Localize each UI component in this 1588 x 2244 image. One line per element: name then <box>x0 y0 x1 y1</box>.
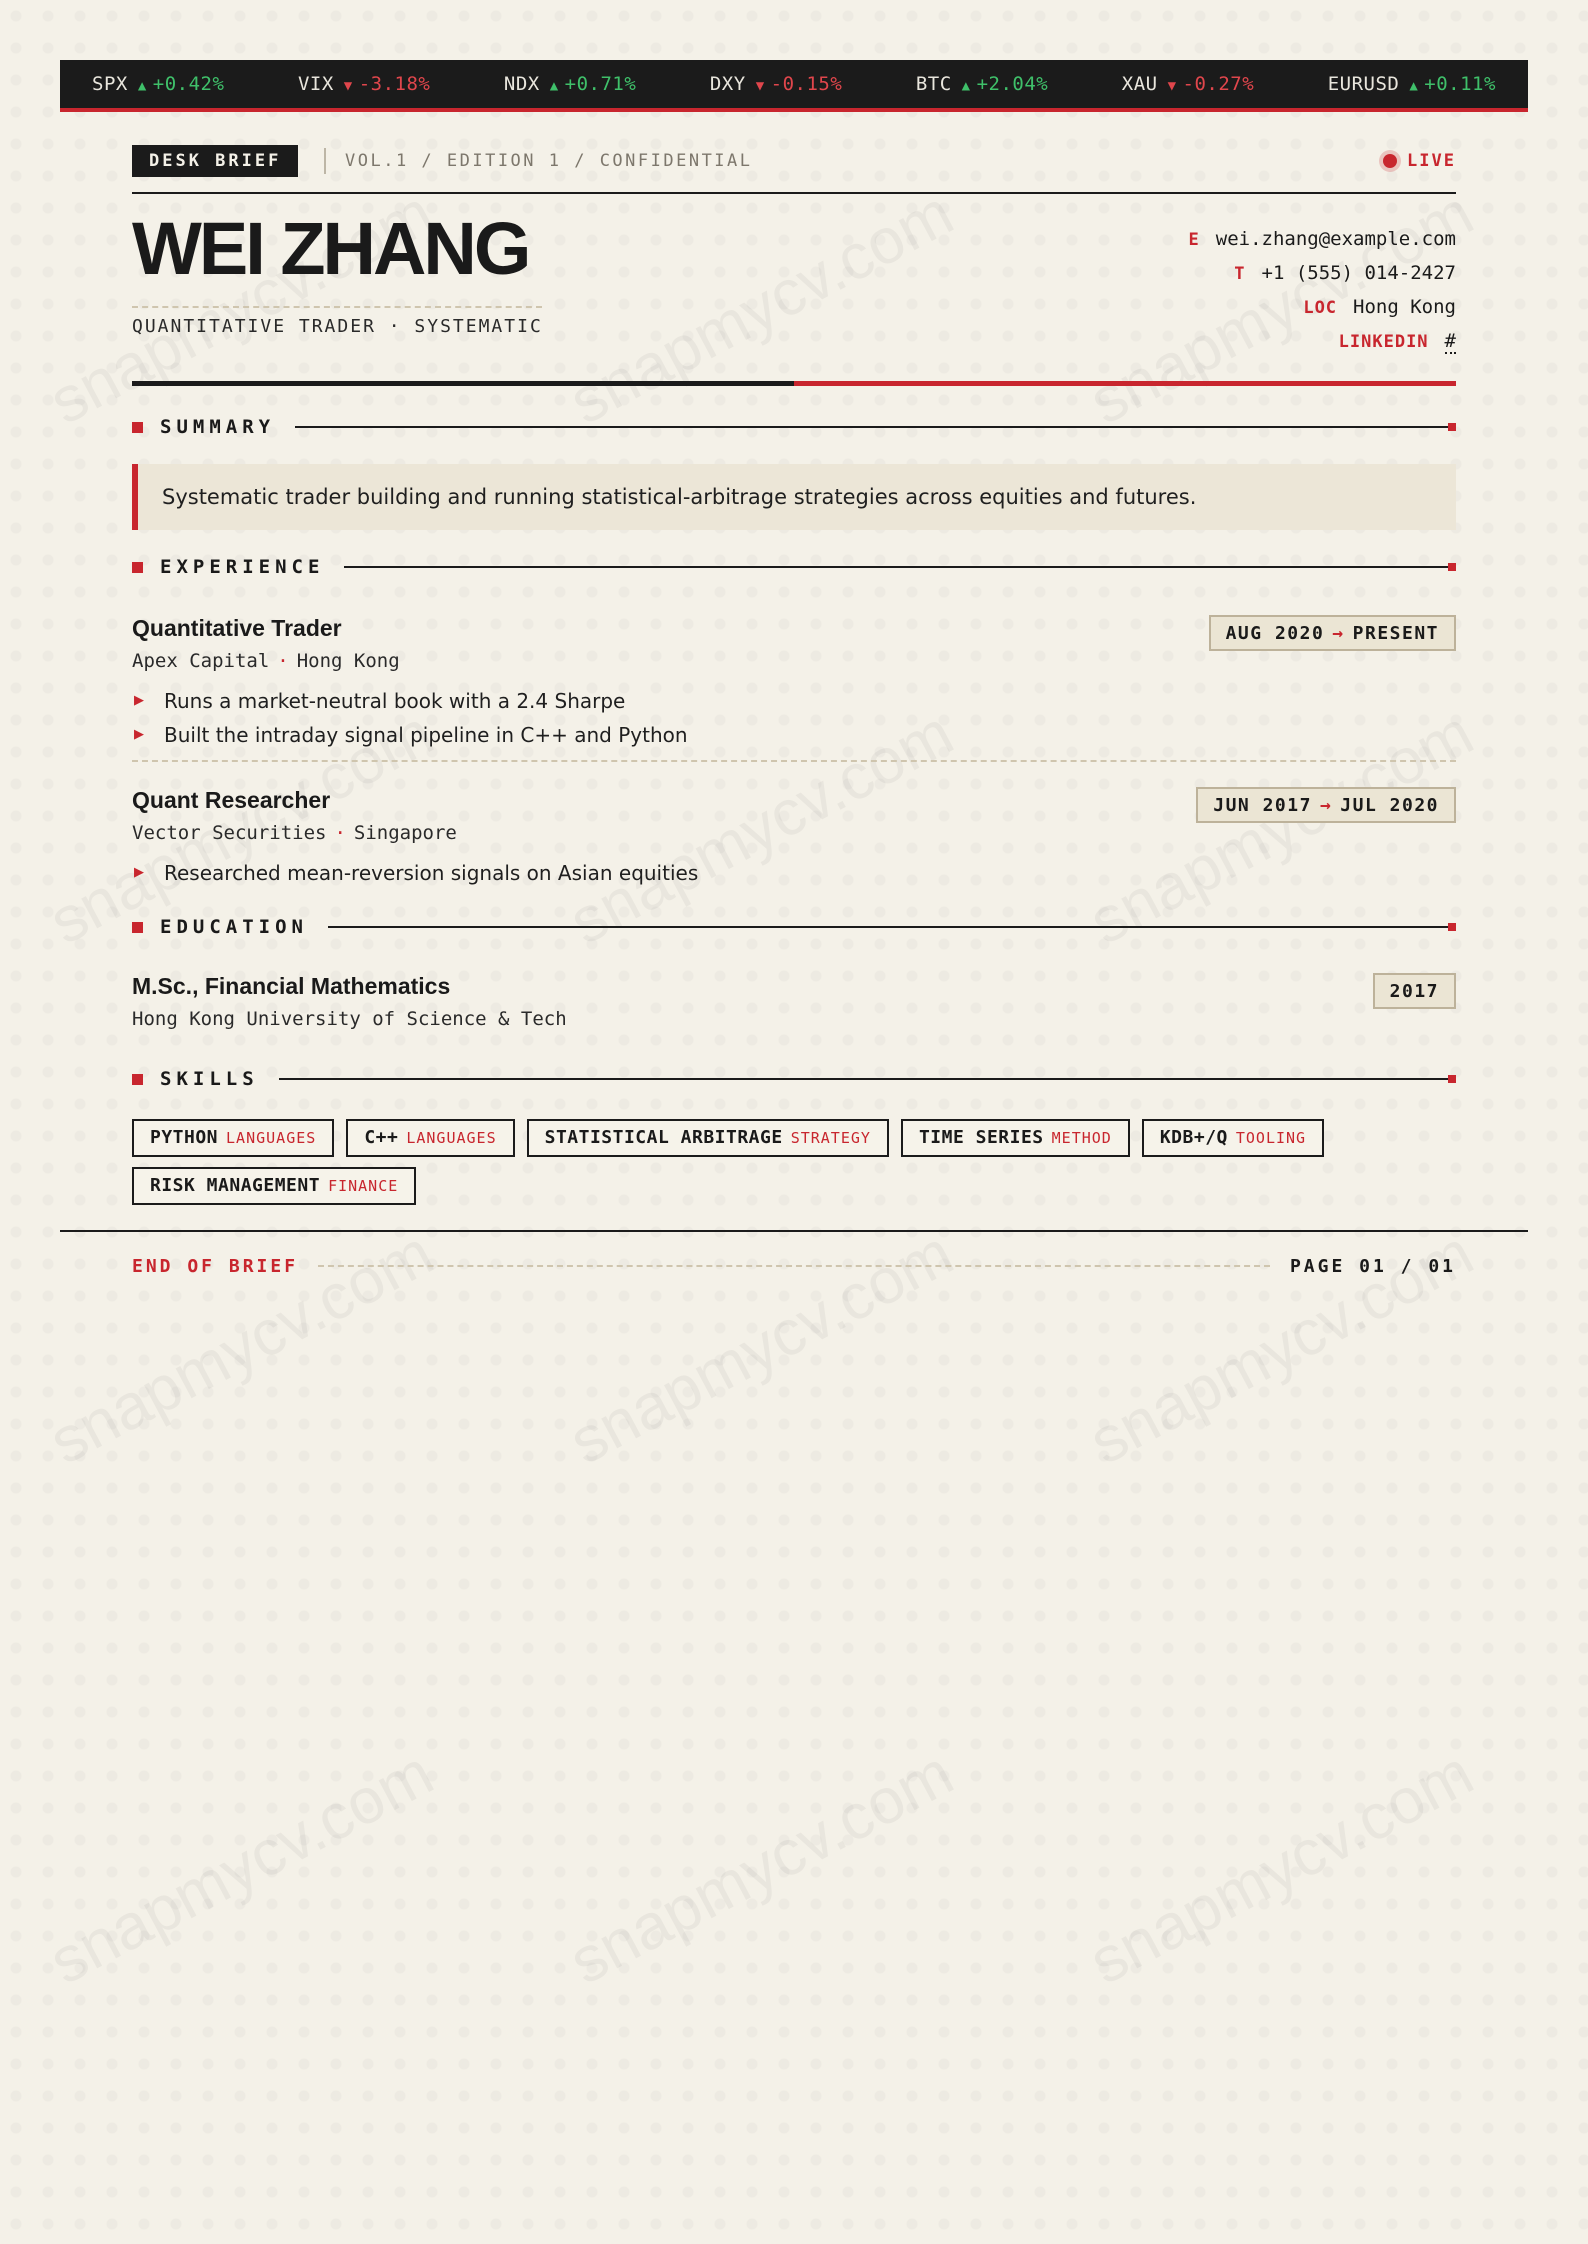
company-line: Vector Securities · Singapore <box>132 822 457 844</box>
achievement-list <box>132 684 1456 752</box>
contact-list <box>1189 222 1456 358</box>
live-indicator <box>1383 145 1456 177</box>
ticker-item-eurusd: EURUSD ▲ +0.11% <box>1327 73 1496 95</box>
skill-chip: KDB+/Q TOOLING <box>1142 1119 1324 1157</box>
up-arrow-icon: ▲ <box>961 78 971 94</box>
date-range-badge: JUN 2017 → JUL 2020 <box>1196 787 1456 823</box>
skills-list <box>132 1119 1456 1205</box>
up-arrow-icon: ▲ <box>137 78 147 94</box>
company-location: Hong Kong <box>296 650 400 672</box>
square-bullet-icon <box>132 922 143 933</box>
arrow-right-icon: → <box>1332 623 1345 644</box>
ticker-item-dxy: DXY ▼ -0.15% <box>709 73 843 95</box>
edition-label: VOL.1 / EDITION 1 / CONFIDENTIAL <box>345 151 753 171</box>
achievement-list <box>132 856 1456 890</box>
brief-topbar <box>132 145 1456 175</box>
down-arrow-icon: ▼ <box>343 78 353 94</box>
contact-location <box>1189 290 1456 324</box>
down-arrow-icon: ▼ <box>1167 78 1177 94</box>
section-heading-skills: SKILLS <box>132 1067 1456 1091</box>
watermark-text <box>37 1735 444 1998</box>
page-number: PAGE 01 / 01 <box>1289 1255 1456 1277</box>
role-title: Quant Researcher <box>132 787 331 813</box>
triangle-bullet-icon: ▶ <box>134 865 144 880</box>
section-heading-education: EDUCATION <box>132 915 1456 939</box>
ticker-item-btc: BTC ▲ +2.04% <box>915 73 1049 95</box>
ticker-item-spx: SPX ▲ +0.42% <box>92 73 225 95</box>
triangle-bullet-icon: ▶ <box>134 727 144 742</box>
role-title: Quantitative Trader <box>132 615 342 641</box>
header-divider <box>132 381 1456 386</box>
arrow-right-icon: → <box>1319 795 1333 816</box>
contact-key: LOC <box>1303 298 1338 318</box>
summary-text: Systematic trader building and running statistical-arbitrage strategies across equities and futures. <box>132 464 1456 530</box>
skill-chip: RISK MANAGEMENT FINANCE <box>132 1167 416 1205</box>
skill-chip: TIME SERIES METHOD <box>901 1119 1130 1157</box>
email-link[interactable]: wei.zhang@example.com <box>1215 228 1456 250</box>
date-range-badge: AUG 2020 → PRESENT <box>1209 615 1456 651</box>
list-item: ▶ Researched mean-reversion signals on Asian equities <box>132 856 1456 890</box>
triangle-bullet-icon: ▶ <box>134 693 144 708</box>
contact-linkedin <box>1189 324 1456 358</box>
list-item: ▶ Built the intraday signal pipeline in C++ and Python <box>132 718 1456 752</box>
watermark-text <box>557 175 964 438</box>
school-name: Hong Kong University of Science & Tech <box>132 1008 567 1030</box>
down-arrow-icon: ▼ <box>755 78 765 94</box>
company-location: Singapore <box>353 822 457 844</box>
live-label: LIVE <box>1407 151 1456 171</box>
end-of-brief-label: END OF BRIEF <box>132 1255 299 1277</box>
candidate-name: WEI ZHANG <box>132 207 529 290</box>
skill-chip: PYTHON LANGUAGES <box>132 1119 334 1157</box>
skill-chip: C++ LANGUAGES <box>346 1119 514 1157</box>
live-dot-icon <box>1383 154 1397 168</box>
divider <box>132 192 1456 194</box>
experience-item <box>132 787 1456 890</box>
up-arrow-icon: ▲ <box>549 78 559 94</box>
market-ticker <box>60 60 1528 112</box>
skill-chip: STATISTICAL ARBITRAGE STRATEGY <box>527 1119 889 1157</box>
divider <box>60 1230 1528 1232</box>
section-heading-experience: EXPERIENCE <box>132 555 1456 579</box>
divider <box>132 760 1456 762</box>
company-name: Apex Capital <box>132 650 270 672</box>
phone-link[interactable]: +1 (555) 014-2427 <box>1261 262 1456 284</box>
company-line: Apex Capital · Hong Kong <box>132 650 400 672</box>
ticker-item-ndx: NDX ▲ +0.71% <box>503 73 637 95</box>
ticker-item-vix: VIX ▼ -3.18% <box>297 73 431 95</box>
contact-key: E <box>1188 230 1200 250</box>
desk-brief-tag: DESK BRIEF <box>132 145 298 177</box>
divider <box>324 148 326 174</box>
square-bullet-icon <box>132 1074 143 1085</box>
job-title: QUANTITATIVE TRADER · SYSTEMATIC <box>132 316 543 337</box>
page-footer <box>132 1254 1456 1278</box>
square-bullet-icon <box>132 422 143 433</box>
ticker-item-xau: XAU ▼ -0.27% <box>1121 73 1255 95</box>
section-heading-summary: SUMMARY <box>132 415 1456 439</box>
square-bullet-icon <box>132 562 143 573</box>
company-name: Vector Securities <box>132 822 327 844</box>
education-item <box>132 973 1456 1030</box>
experience-item <box>132 615 1456 752</box>
degree-title: M.Sc., Financial Mathematics <box>132 973 451 999</box>
up-arrow-icon: ▲ <box>1409 78 1419 94</box>
contact-email <box>1189 222 1456 256</box>
contact-key: T <box>1234 264 1246 284</box>
list-item: ▶ Runs a market-neutral book with a 2.4 Sharpe <box>132 684 1456 718</box>
watermark-text <box>1077 1735 1484 1998</box>
divider <box>132 306 542 308</box>
linkedin-link[interactable]: # <box>1444 330 1456 352</box>
contact-key: LINKEDIN <box>1338 332 1429 352</box>
watermark-text <box>557 1735 964 1998</box>
year-badge: 2017 <box>1373 973 1456 1009</box>
location-value: Hong Kong <box>1353 296 1456 318</box>
contact-phone <box>1189 256 1456 290</box>
